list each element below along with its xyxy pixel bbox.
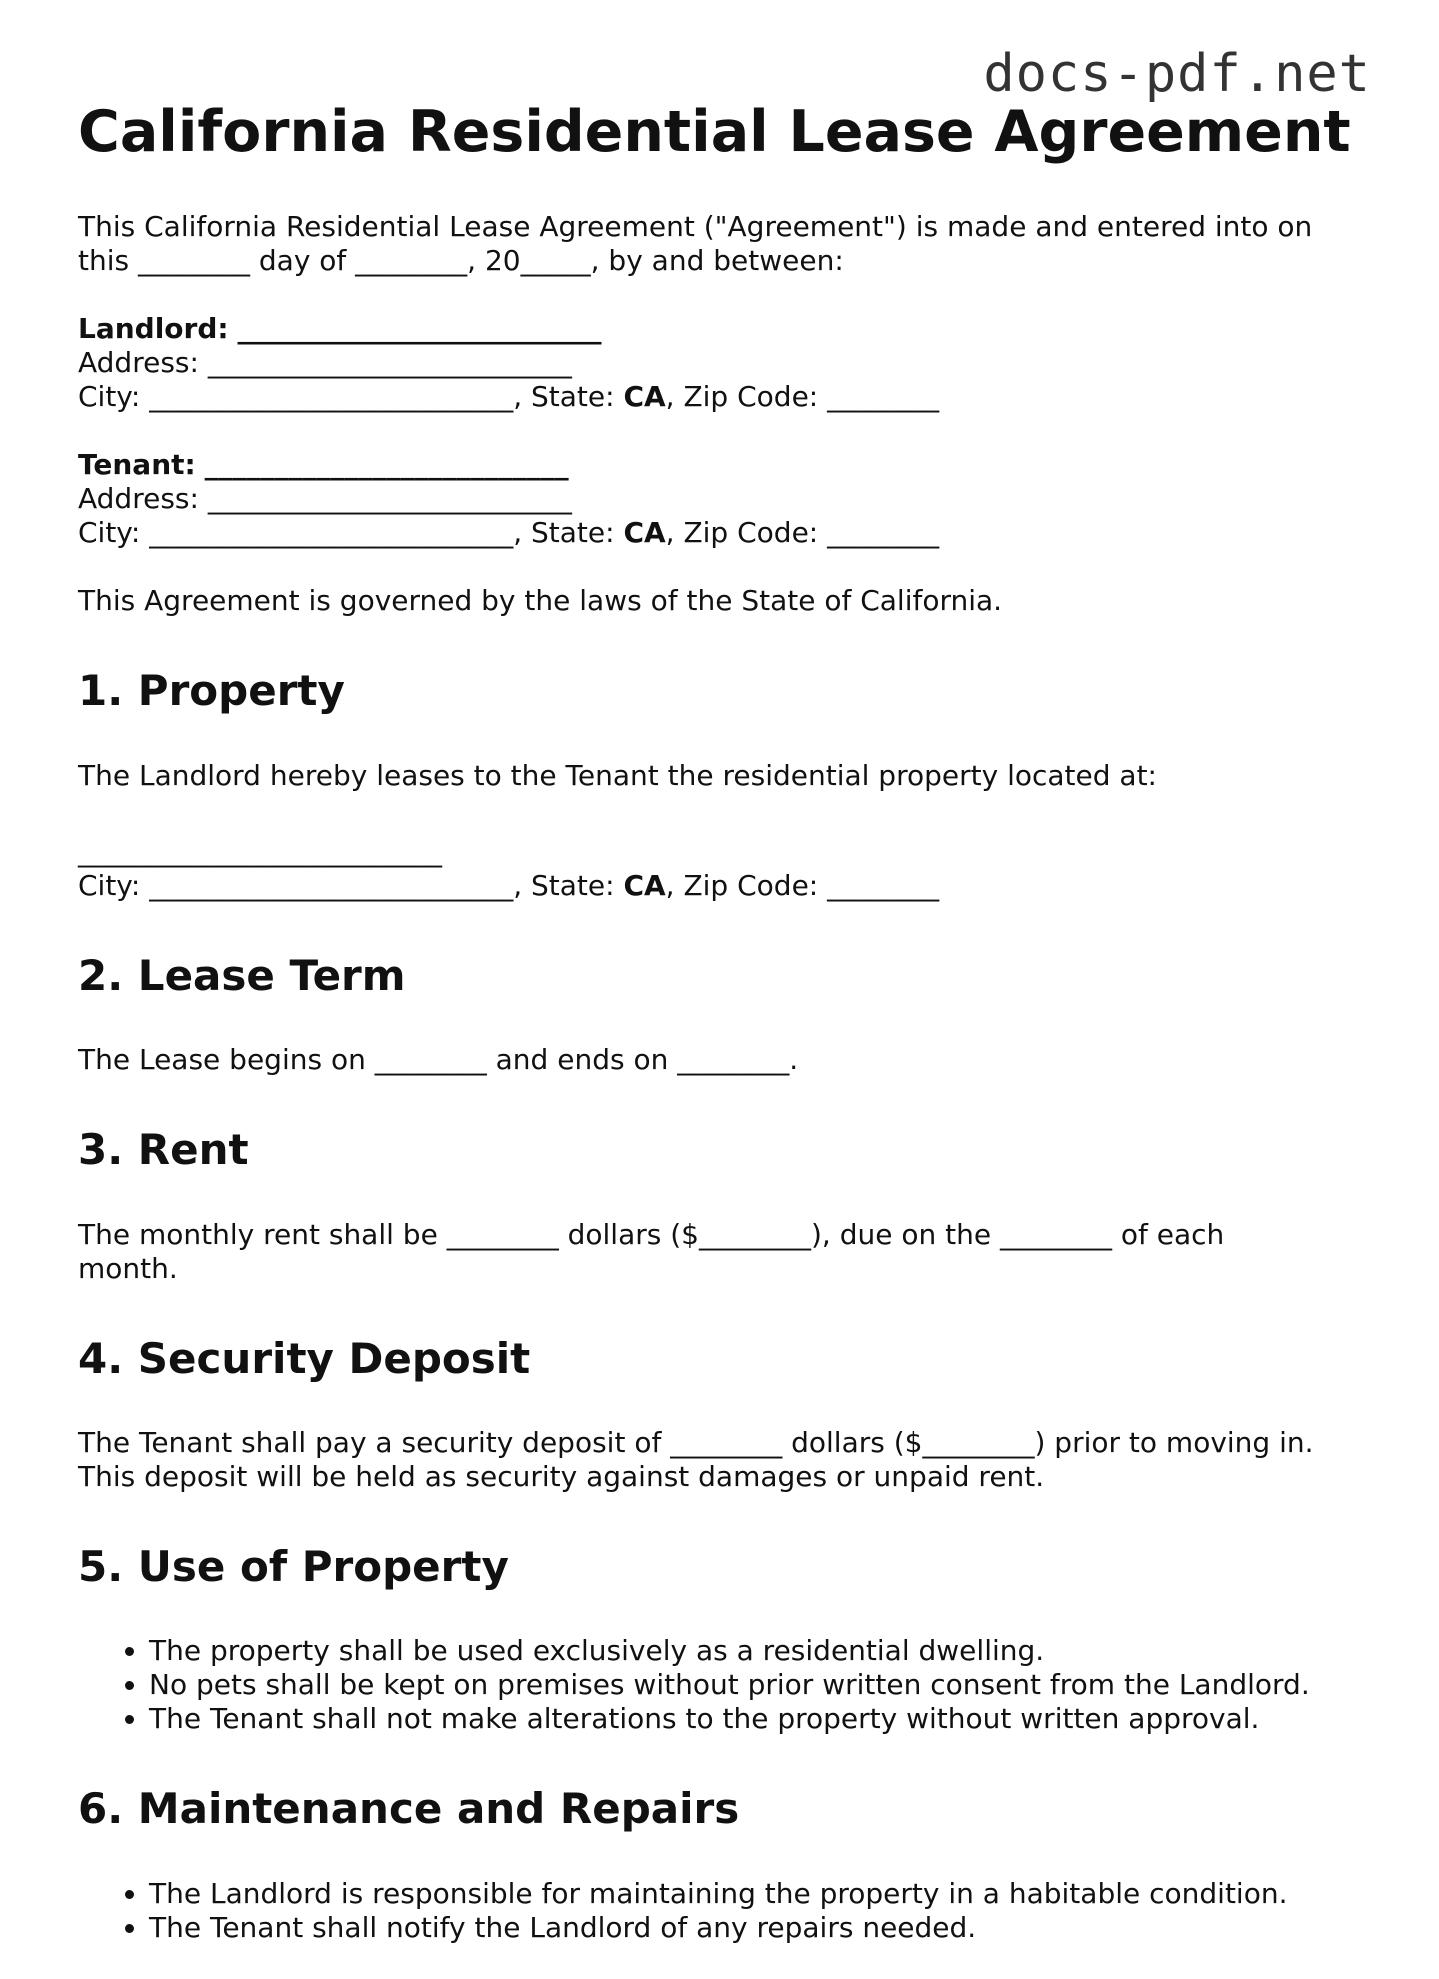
tenant-label: Tenant:: [78, 448, 196, 482]
use-of-property-list: [78, 1634, 1368, 1736]
landlord-address-blank: __________________________: [207, 346, 572, 380]
tenant-city-blank: __________________________: [149, 516, 514, 550]
landlord-city-blank: __________________________: [149, 380, 514, 414]
property-city-line: [78, 869, 1368, 903]
tenant-name-line: [78, 448, 1368, 482]
section-heading-security-deposit: 4. Security Deposit: [78, 1333, 531, 1383]
security-deposit-text: The Tenant shall pay a security deposit of ________ dollars ($________) prior to moving in. This deposit will be held as security against damages or unpaid rent.: [78, 1425, 1314, 1493]
list-item: • The Landlord is responsible for maintaining the property in a habitable condition.: [149, 1877, 1368, 1911]
property-zip-label: , Zip Code:: [665, 868, 819, 902]
landlord-city-label: City:: [78, 380, 141, 414]
tenant-zip-blank: ________: [827, 516, 940, 550]
rent-text: The monthly rent shall be ________ dollars ($________), due on the ________ of each month.: [78, 1217, 1225, 1285]
landlord-label: Landlord:: [78, 312, 229, 346]
intro-line-2: this ________ day of ________, 20_____, by and between:: [78, 244, 844, 278]
tenant-city-label: City:: [78, 516, 141, 550]
section-heading-use-of-property: 5. Use of Property: [78, 1541, 509, 1591]
property-state-label: , State:: [513, 868, 615, 902]
intro-paragraph: [78, 210, 1368, 278]
property-city-label: City:: [78, 868, 141, 902]
tenant-address-label: Address:: [78, 482, 199, 516]
section-heading-maintenance: 6. Maintenance and Repairs: [78, 1784, 740, 1834]
property-city-blank: __________________________: [149, 868, 514, 902]
list-item: • The Tenant shall not make alterations to the property without written approval.: [149, 1702, 1368, 1736]
property-address-blank: __________________________: [78, 834, 442, 868]
list-item: • No pets shall be kept on premises without prior written consent from the Landlord.: [149, 1668, 1368, 1702]
list-item: • The property shall be used exclusively as a residential dwelling.: [149, 1634, 1368, 1668]
tenant-city-line: [78, 516, 1368, 550]
tenant-state-value: CA: [623, 516, 666, 550]
tenant-name-blank: __________________________: [204, 448, 569, 482]
property-address-block: [78, 835, 1368, 903]
landlord-address-line: [78, 346, 1368, 380]
landlord-name-blank: __________________________: [237, 312, 602, 346]
tenant-zip-label: , Zip Code:: [665, 516, 819, 550]
tenant-address-blank: __________________________: [207, 482, 572, 516]
landlord-zip-label: , Zip Code:: [665, 380, 819, 414]
landlord-address-label: Address:: [78, 346, 199, 380]
landlord-city-line: [78, 380, 1368, 414]
section-heading-rent: 3. Rent: [78, 1125, 249, 1175]
watermark: docs-pdf.net: [983, 44, 1371, 104]
document-page: [78, 98, 1368, 1979]
intro-line-1: This California Residential Lease Agreement ("Agreement") is made and entered into on: [78, 210, 1313, 244]
landlord-state-label: , State:: [513, 380, 615, 414]
maintenance-list: [78, 1877, 1368, 1945]
property-state-value: CA: [623, 868, 666, 902]
landlord-name-line: [78, 312, 1368, 346]
list-item: • The Tenant shall notify the Landlord of any repairs needed.: [149, 1911, 1368, 1945]
governing-law-text: This Agreement is governed by the laws of the State of California.: [78, 584, 1003, 618]
section-heading-property: 1. Property: [78, 666, 345, 716]
tenant-state-label: , State:: [513, 516, 615, 550]
property-text: The Landlord hereby leases to the Tenant the residential property located at:: [78, 758, 1157, 792]
landlord-state-value: CA: [623, 380, 666, 414]
landlord-block: [78, 312, 1368, 414]
document-title: California Residential Lease Agreement: [78, 99, 1351, 165]
tenant-address-line: [78, 482, 1368, 516]
tenant-block: [78, 448, 1368, 550]
property-zip-blank: ________: [827, 868, 940, 902]
section-heading-lease-term: 2. Lease Term: [78, 950, 406, 1000]
landlord-zip-blank: ________: [827, 380, 940, 414]
lease-term-text: The Lease begins on ________ and ends on ________.: [78, 1043, 799, 1077]
